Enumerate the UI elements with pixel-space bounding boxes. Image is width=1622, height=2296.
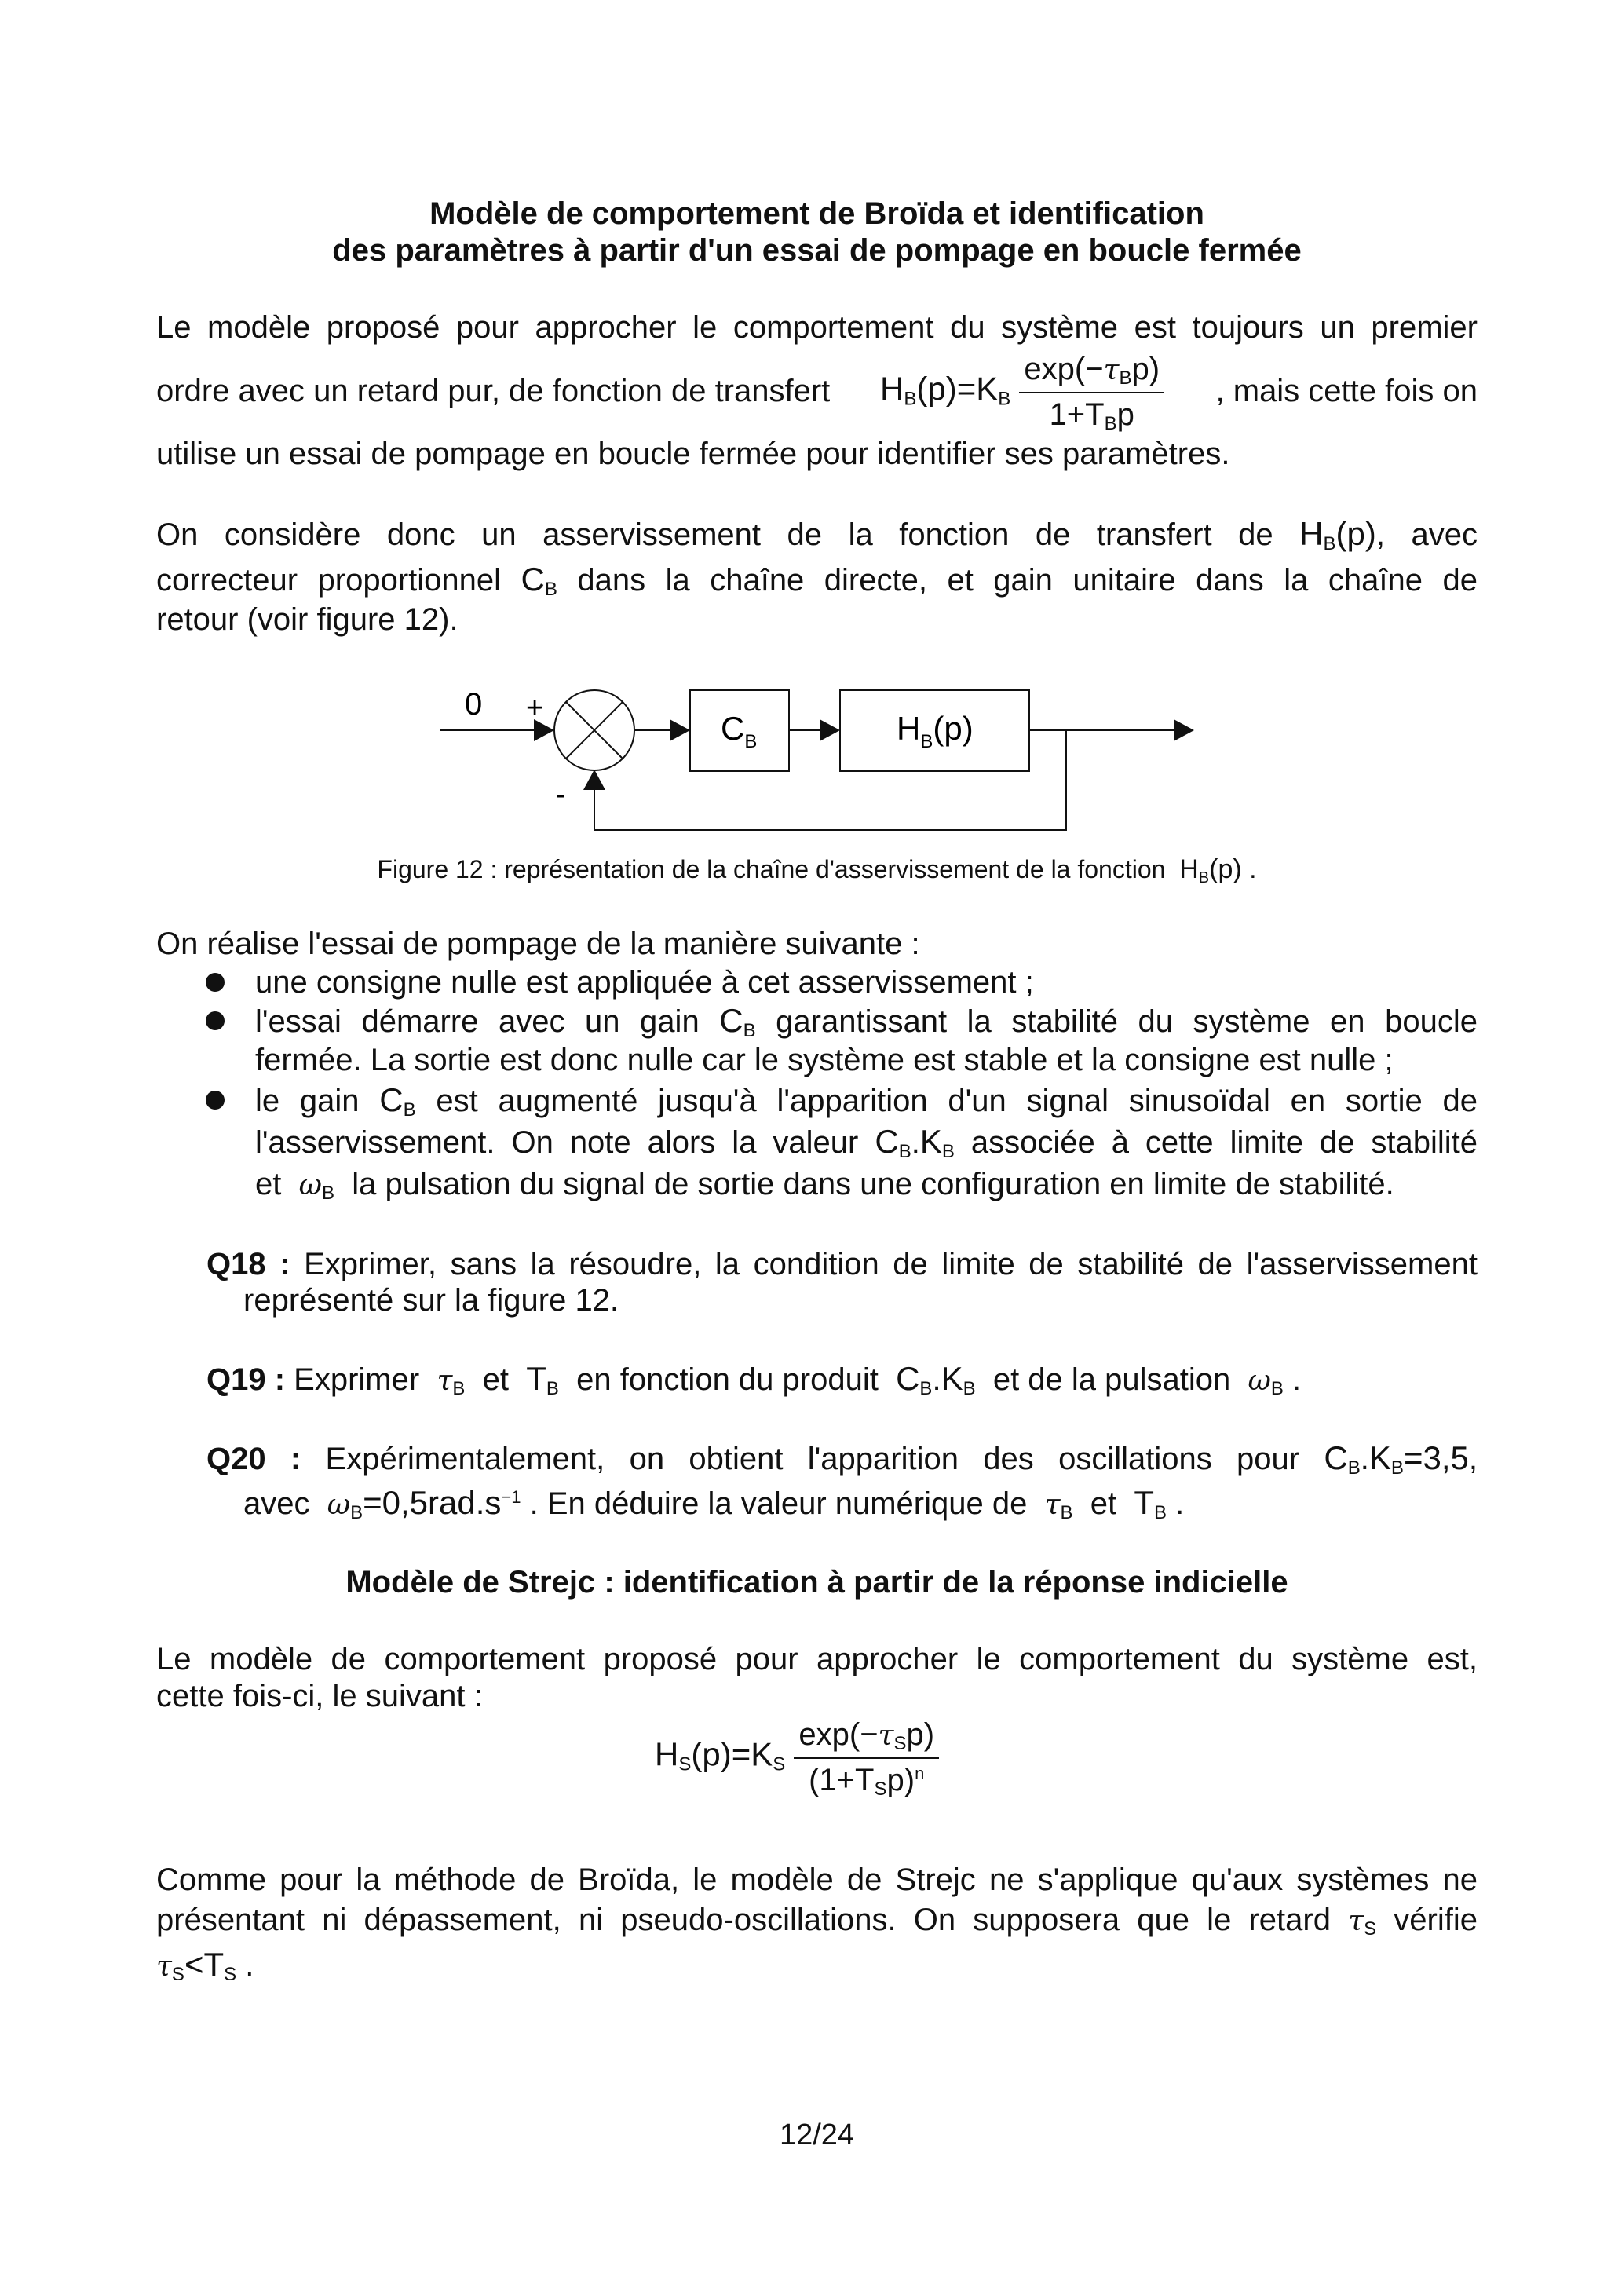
text: ordre avec un retard pur, de fonction de transfert bbox=[156, 374, 831, 408]
paragraph-line: utilise un essai de pompage en boucle fermée pour identifier ses paramètres. bbox=[156, 437, 1230, 471]
bullet-item: une consigne nulle est appliquée à cet asservissement ; bbox=[255, 965, 1034, 1000]
bullet-item-continued: et $\omega_B$ la pulsation du signal de sortie dans une configuration en limite de stabilité. bbox=[255, 1167, 1394, 1204]
input-label: 0 bbox=[465, 687, 483, 722]
paragraph-line: On considère donc un asservissement de la fonction de transfert de $H_B(p)$, avec bbox=[156, 515, 1478, 554]
section-title-line1: Modèle de comportement de Broïda et identification bbox=[429, 196, 1204, 231]
section-title-line2: des paramètres à partir d'un essai de pompage en boucle fermée bbox=[332, 233, 1302, 268]
block-diagram bbox=[0, 0, 1622, 864]
paragraph-line: cette fois-ci, le suivant : bbox=[156, 1679, 483, 1713]
bullet-item-continued: fermée. La sortie est donc nulle car le système est stable et la consigne est nulle ; bbox=[255, 1043, 1394, 1077]
paragraph-line: retour (voir figure 12). bbox=[156, 602, 458, 637]
feedback-line bbox=[594, 730, 1066, 830]
bullet-icon bbox=[206, 1091, 225, 1110]
question-q18-continued: représenté sur la figure 12. bbox=[243, 1283, 619, 1318]
paragraph-line: Le modèle de comportement proposé pour approcher le comportement du système est, bbox=[156, 1642, 1478, 1676]
section-title-strejc: Modèle de Strejc : identification à partir de la réponse indicielle bbox=[345, 1565, 1288, 1600]
figure-caption: Figure 12 : représentation de la chaîne d'asservissement de la fonction $H_B(p)$ . bbox=[377, 854, 1257, 887]
question-q19: Q19 : Exprimer $\tau_B$ et $T_B$ en fonction du produit $C_B.K_B$ et de la pulsation $\omega_B$ . bbox=[206, 1360, 1302, 1399]
block-hb-label: $H_B(p)$ bbox=[897, 710, 974, 752]
block-cb-label: $C_B$ bbox=[721, 710, 758, 752]
paragraph-line: $\tau_S<T_S$ . bbox=[156, 1946, 254, 1985]
transfer-function-hs: $H_S(p)=K_S$ $\frac{\exp(-\tau_Sp)}{(1+T_Sp)^n}$ bbox=[655, 1713, 939, 1801]
paragraph-line: présentant ni dépassement, ni pseudo-oscillations. On supposera que le retard $\tau_S$ vérifie bbox=[156, 1903, 1478, 1940]
bullet-icon bbox=[206, 1011, 225, 1030]
question-q20-continued: avec $\omega_B=0,5rad.s^{-1}$ . En déduire la valeur numérique de $\tau_B$ et $T_B$ . bbox=[243, 1484, 1185, 1523]
page-number: 12/24 bbox=[779, 2119, 855, 2152]
paragraph-line: correcteur proportionnel $C_B$ dans la chaîne directe, et gain unitaire dans la chaîne de bbox=[156, 561, 1478, 600]
bullet-item: le gain $C_B$ est augmenté jusqu'à l'apparition d'un signal sinusoïdal en sortie de bbox=[255, 1081, 1478, 1121]
paragraph-line: Comme pour la méthode de Broïda, le modèle de Strejc ne s'applique qu'aux systèmes ne bbox=[156, 1863, 1478, 1897]
question-q20: Q20 : Expérimentalement, on obtient l'apparition des oscillations pour $C_B.K_B=3,5$, bbox=[206, 1439, 1478, 1479]
bullet-item-continued: l'asservissement. On note alors la valeur $C_B.K_B$ associée à cette limite de stabilité bbox=[255, 1123, 1478, 1162]
bullet-icon bbox=[206, 973, 225, 992]
question-q18: Q18 : Exprimer, sans la résoudre, la condition de limite de stabilité de l'asservissement bbox=[206, 1247, 1478, 1281]
paragraph-line: Le modèle proposé pour approcher le comportement du système est toujours un premier bbox=[156, 310, 1478, 345]
plus-sign: + bbox=[526, 692, 544, 725]
procedure-intro: On réalise l'essai de pompage de la manière suivante : bbox=[156, 927, 920, 961]
bullet-item: l'essai démarre avec un gain $C_B$ garantissant la stabilité du système en boucle bbox=[255, 1002, 1478, 1041]
text: , mais cette fois on bbox=[1215, 374, 1478, 408]
output-arrow bbox=[1174, 719, 1194, 741]
transfer-function-hb: $H_B(p)=K_B$ $\frac{\exp(-\tau_Bp)}{1+T_Bp}$ bbox=[880, 348, 1164, 436]
minus-sign: - bbox=[556, 778, 566, 811]
